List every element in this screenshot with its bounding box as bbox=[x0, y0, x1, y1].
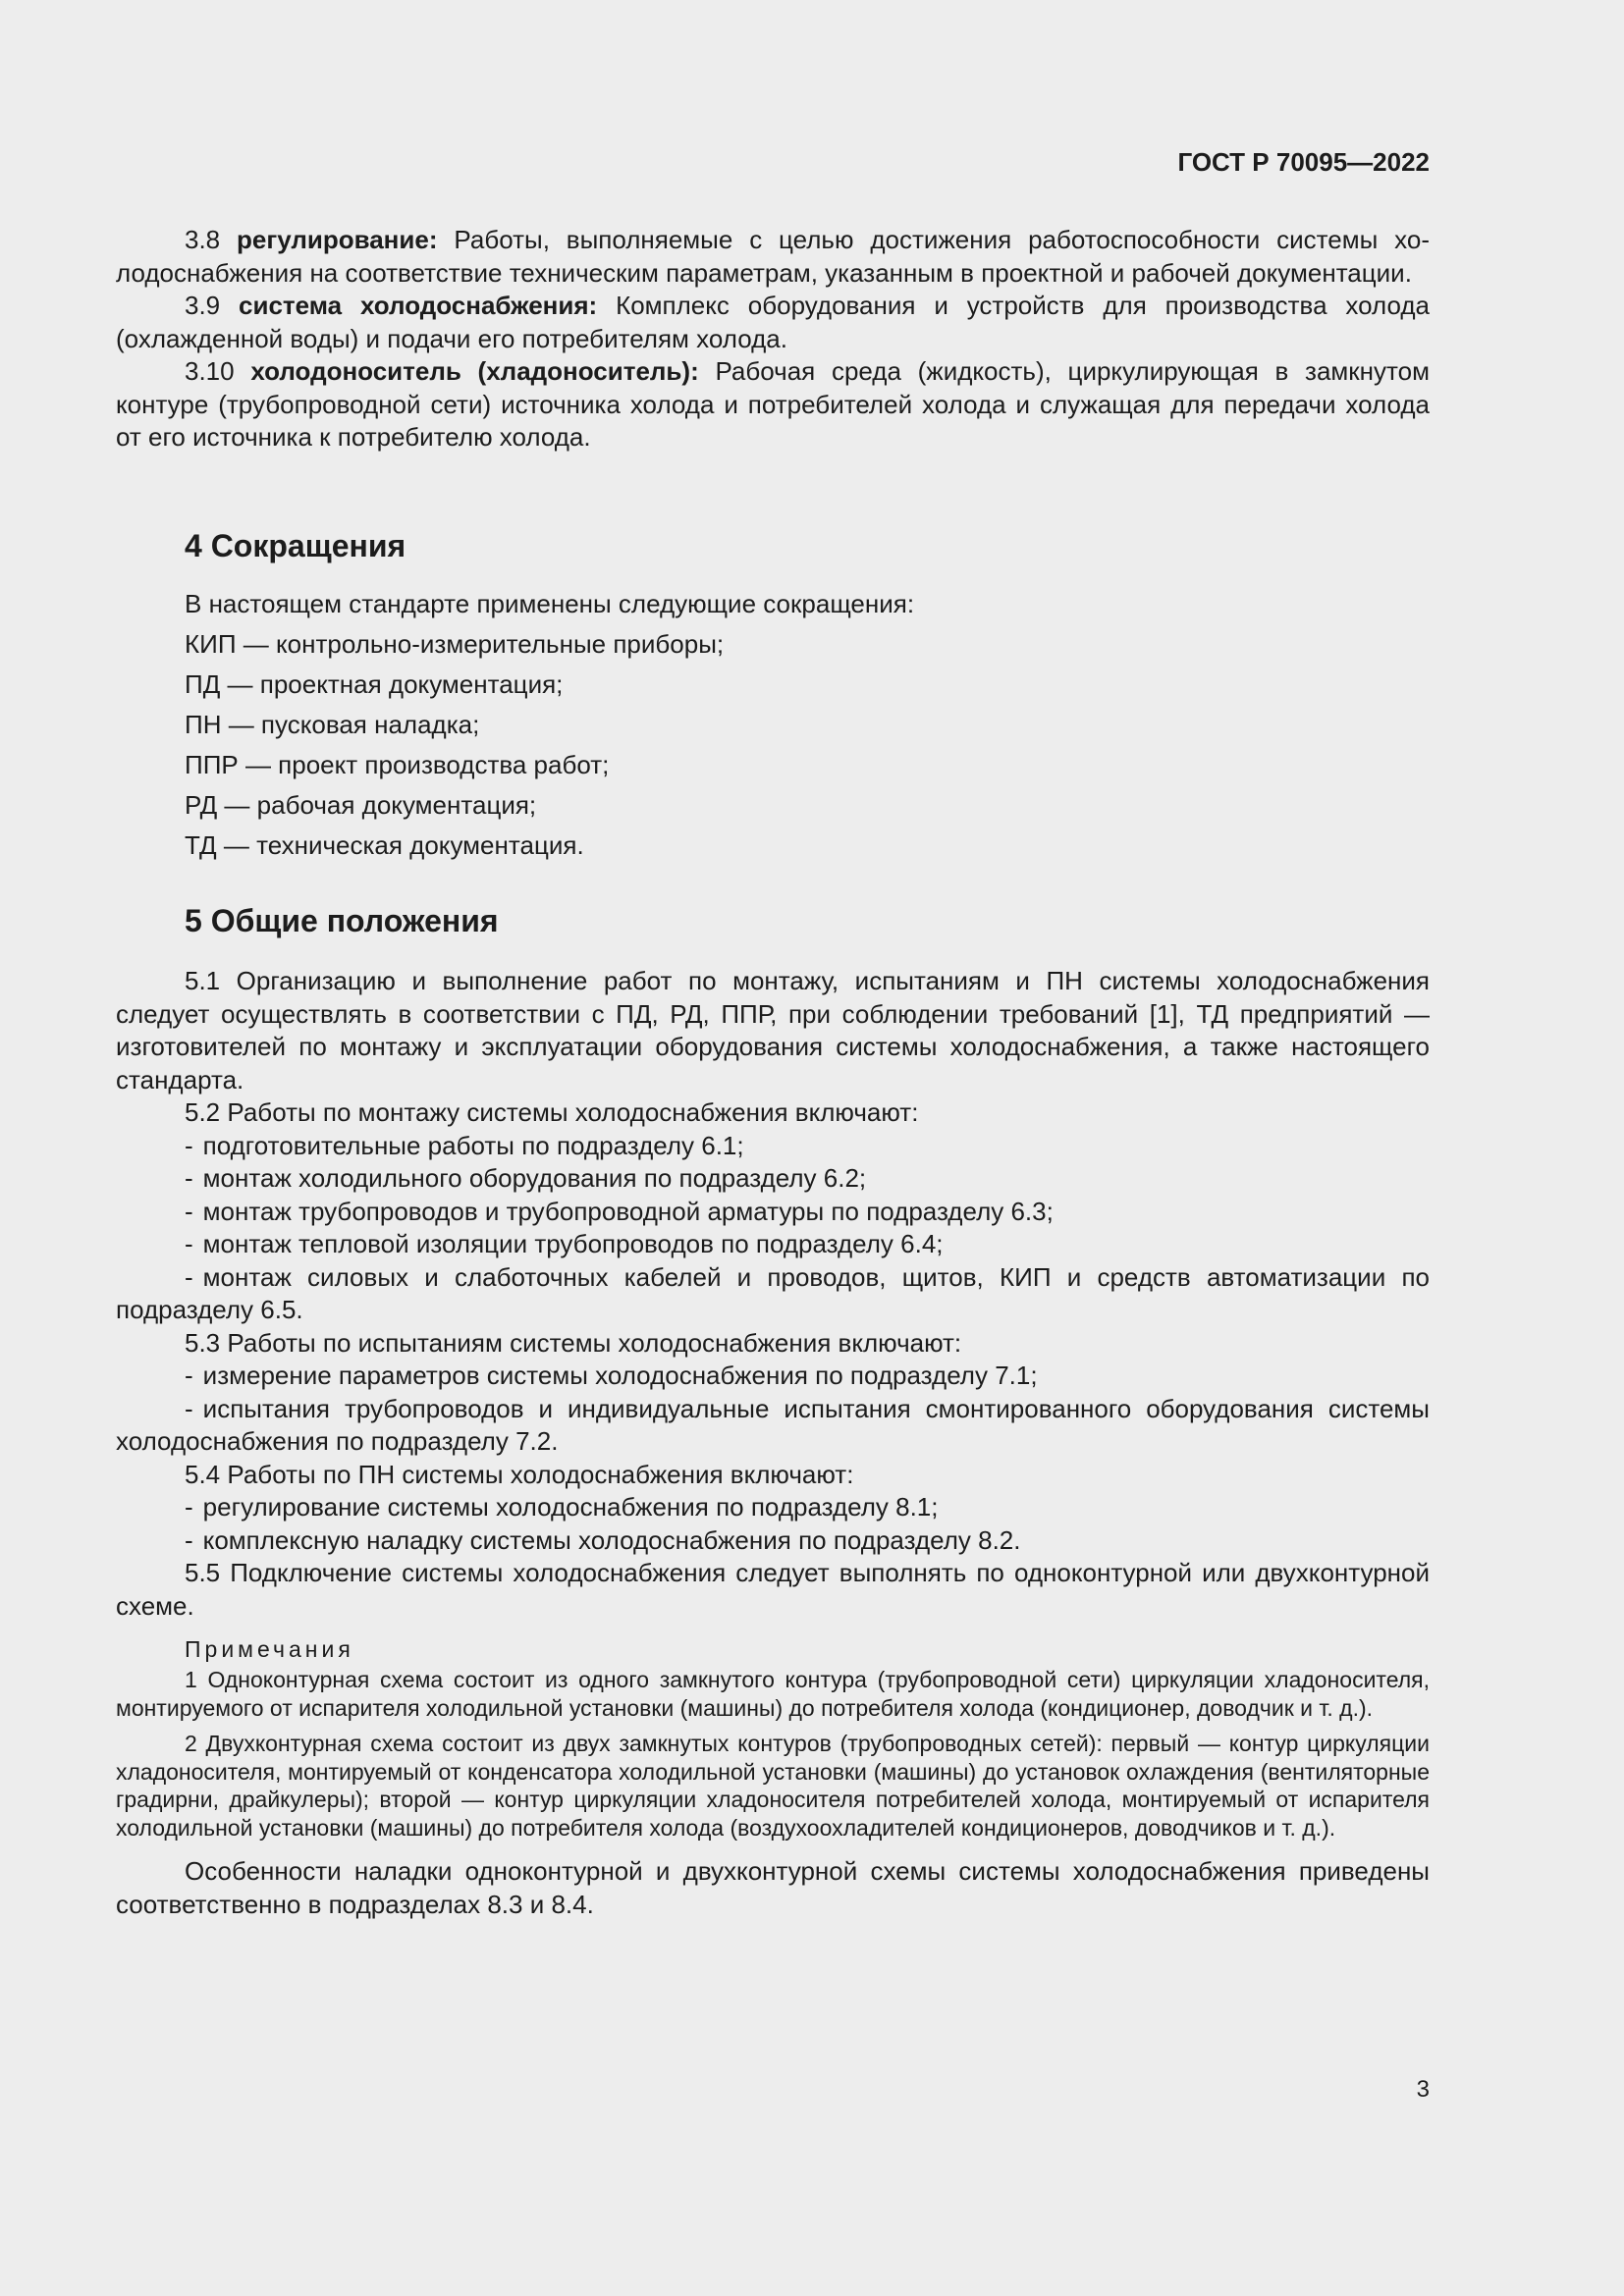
notes-title: Примечания bbox=[185, 1636, 354, 1662]
list-item: - измерение параметров системы холодоснабжения по подразделу 7.1; bbox=[185, 1361, 1038, 1390]
term-3-9 bbox=[116, 290, 1430, 355]
dash-bullet: - bbox=[185, 1492, 193, 1522]
abbreviations-list bbox=[185, 629, 724, 871]
dash-bullet: - bbox=[185, 1361, 193, 1390]
paragraph-5-4: 5.4 Работы по ПН системы холодоснабжения включают: bbox=[185, 1459, 854, 1489]
list-item: - монтаж холодильного оборудования по подразделу 6.2; bbox=[185, 1163, 867, 1193]
note-1: 1 Одноконтурная схема состоит из одного замкнутого контура (трубопроводной сети) циркуляции хладоносителя, монтируемого от испарителя холодильной установки (машины) до потребителя холода (кондиционер, доводчик и т. д.). bbox=[116, 1667, 1430, 1721]
closing-paragraph: Особенности наладки одноконтурной и двухконтурной схемы системы холодоснабжения приведены соответственно в подразделах 8.3 и 8.4. bbox=[116, 1856, 1430, 1919]
document-id-header: ГОСТ Р 70095—2022 bbox=[1177, 147, 1430, 177]
note-2: 2 Двухконтурная схема состоит из двух замкнутых контуров (трубопроводных сетей): первый — контур циркуляции хладоносителя, монтируемый от конденсатора холодильной установки (машины) до установок охлаждения (вентиляторные градирни, драйкулеры); второй — контур циркуляции хладоносителя потребителей холода, монтируемый от испарителя холодильной установки (машины) до потребителя холода (воздухоохладителей кондиционеров, доводчиков и т. д.). bbox=[116, 1731, 1430, 1841]
list-item: - монтаж силовых и слаботочных кабелей и проводов, щитов, КИП и средств автоматизации по подразделу 6.5. bbox=[116, 1261, 1430, 1324]
dash-bullet: - bbox=[185, 1196, 193, 1226]
dash-bullet: - bbox=[185, 1163, 193, 1193]
abbreviation-item: КИП — контрольно-измерительные приборы; bbox=[185, 629, 725, 659]
paragraph-5-5: 5.5 Подключение системы холодоснабжения следует выполнять по одноконтурной или двухконтурной схеме. bbox=[116, 1558, 1430, 1621]
dash-bullet: - bbox=[185, 1524, 193, 1555]
term-3-10 bbox=[116, 355, 1430, 454]
dash-bullet: - bbox=[185, 1130, 193, 1160]
paragraph-5-3: 5.3 Работы по испытаниям системы холодоснабжения включают: bbox=[185, 1327, 962, 1358]
paragraph-5-1: 5.1 Организацию и выполнение работ по монтажу, испытаниям и ПН системы холодоснабжения следует осуществлять в соответствии с ПД, РД, ППР, при соблюдении требований [1], ТД предприятий — изготовителей по монтажу и эксплуатации оборудования системы холодоснабжения, а также настоящего стандарта. bbox=[116, 966, 1430, 1095]
term-number: 3.8 bbox=[185, 225, 221, 254]
abbreviation-item: ППР — проект производства работ; bbox=[185, 750, 610, 779]
list-item: - подготовительные работы по подразделу 6.1; bbox=[185, 1130, 744, 1160]
term-number: 3.10 bbox=[185, 356, 235, 386]
dash-bullet: - bbox=[185, 1393, 193, 1423]
page-number: 3 bbox=[1416, 2076, 1430, 2103]
list-item: - монтаж трубопроводов и трубопроводной арматуры по подразделу 6.3; bbox=[185, 1196, 1054, 1226]
term-name: регулирование: bbox=[237, 225, 438, 254]
term-3-8 bbox=[116, 224, 1430, 290]
section-4-title: 4 Сокращения bbox=[185, 528, 406, 563]
list-item: - монтаж тепловой изоляции трубопроводов по подразделу 6.4; bbox=[185, 1229, 944, 1258]
terms-section bbox=[116, 224, 1430, 454]
abbreviation-item: РД — рабочая документация; bbox=[185, 790, 537, 820]
notes-block bbox=[116, 1632, 1430, 1842]
list-item: - испытания трубопроводов и индивидуальные испытания смонтированного оборудования системы холодоснабжения по подразделу 7.2. bbox=[116, 1393, 1430, 1456]
term-name: система холодоснабжения: bbox=[239, 291, 598, 320]
paragraph-5-2: 5.2 Работы по монтажу системы холодоснабжения включают: bbox=[185, 1097, 919, 1127]
section-5-title: 5 Общие положения bbox=[185, 903, 499, 938]
general-provisions bbox=[116, 965, 1430, 1921]
list-item: - регулирование системы холодоснабжения по подразделу 8.1; bbox=[185, 1492, 939, 1522]
abbreviations-intro: В настоящем стандарте применены следующие сокращения: bbox=[185, 589, 915, 618]
term-definition: Работы, выполняемые с целью достижения работоспособности системы холодоснабжения на соответствие техническим параметрам, указанным в проектной и рабочей документации. bbox=[116, 225, 1430, 288]
dash-bullet: - bbox=[185, 1229, 193, 1258]
abbreviation-item: ТД — техническая документация. bbox=[185, 830, 584, 860]
term-number: 3.9 bbox=[185, 291, 221, 320]
abbreviation-item: ПД — проектная документация; bbox=[185, 669, 564, 699]
term-definition: Рабочая среда (жидкость), циркулирующая в замкнутом контуре (трубопроводной сети) источника холода и потребителей холода и служащая для передачи холода от его источника к потребителю холода. bbox=[116, 356, 1430, 452]
term-name: холодоноситель (хладоноситель): bbox=[250, 356, 699, 386]
abbreviation-item: ПН — пусковая наладка; bbox=[185, 710, 480, 739]
list-item: - комплексную наладку системы холодоснабжения по подразделу 8.2. bbox=[185, 1524, 1021, 1555]
term-definition: Комплекс оборудования и устройств для производства холода (охлажденной воды) и подачи его потребителям холода. bbox=[116, 291, 1430, 353]
dash-bullet: - bbox=[185, 1261, 193, 1292]
